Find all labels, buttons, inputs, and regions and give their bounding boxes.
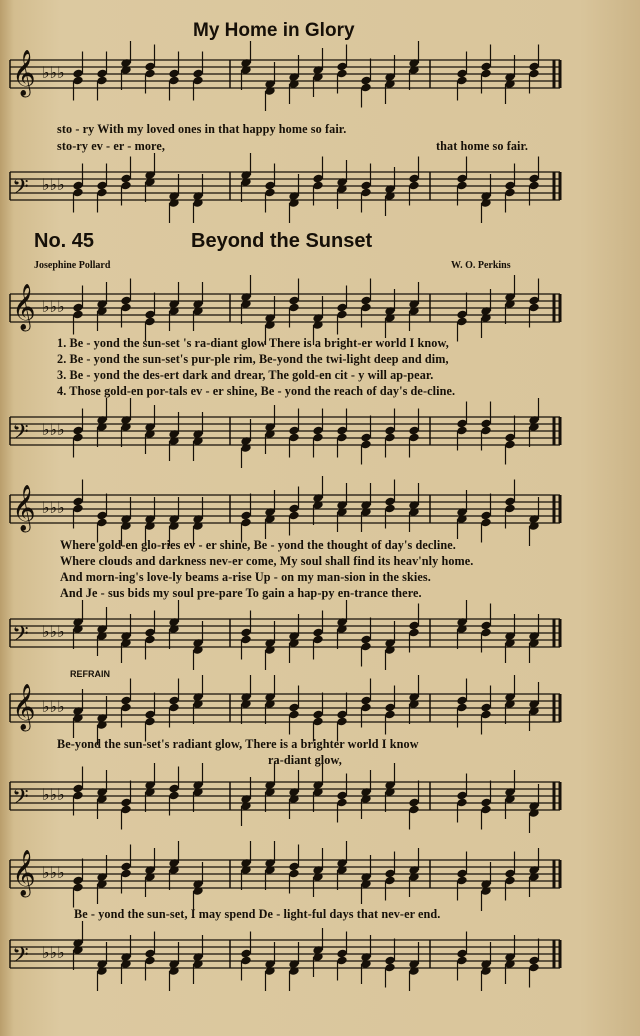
refrain-label: REFRAIN <box>70 669 110 679</box>
refrain-line-1: Be-yond the sun-set's radiant glow, There is a brighter world I know <box>57 737 419 751</box>
hymn-title: Beyond the Sunset <box>191 230 373 252</box>
prev-hymn-title: My Home in Glory <box>193 20 355 41</box>
staff-treble <box>0 48 600 108</box>
bass-clef: 𝄢 <box>12 622 29 652</box>
verse-3-line-2: And morn-ing's love-ly beams a-rise Up - on my man-sion in the skies. <box>60 570 431 584</box>
staff-lines <box>10 940 560 968</box>
treble-clef: 𝄞 <box>12 50 36 96</box>
staff-treble <box>0 848 600 908</box>
words-credit: Josephine Pollard <box>34 260 111 271</box>
staff-bass <box>0 928 600 988</box>
refrain-echo: ra-diant glow, <box>268 753 342 767</box>
bass-clef: 𝄢 <box>12 785 29 815</box>
key-signature: ♭♭♭ <box>42 785 65 804</box>
staff-bass <box>0 160 600 220</box>
verse-1-line-1: 1. Be - yond the sun-set 's ra-diant glow There is a bright-er world I know, <box>57 336 449 350</box>
staff-treble <box>0 282 600 342</box>
staff-lines <box>10 495 560 523</box>
bass-clef: 𝄢 <box>12 175 29 205</box>
key-signature: ♭♭♭ <box>42 498 65 517</box>
staff-bass <box>0 405 600 465</box>
key-signature: ♭♭♭ <box>42 297 65 316</box>
staff-lines <box>10 294 560 322</box>
staff-bass <box>0 607 600 667</box>
treble-clef: 𝄞 <box>12 850 36 896</box>
key-signature: ♭♭♭ <box>42 697 65 716</box>
key-signature: ♭♭♭ <box>42 943 65 962</box>
staff-lines <box>10 860 560 888</box>
verse-4-line-2: And Je - sus bids my soul pre-pare To gain a hap-py en-trance there. <box>60 586 422 600</box>
staff-treble <box>0 483 600 543</box>
key-signature: ♭♭♭ <box>42 175 65 194</box>
key-signature: ♭♭♭ <box>42 622 65 641</box>
staff-lines <box>10 417 560 445</box>
bass-clef: 𝄢 <box>12 943 29 973</box>
staff-lines <box>10 619 560 647</box>
treble-clef: 𝄞 <box>12 485 36 531</box>
key-signature: ♭♭♭ <box>42 420 65 439</box>
staff-treble <box>0 682 600 742</box>
treble-clef: 𝄞 <box>12 284 36 330</box>
staff-lines <box>10 782 560 810</box>
staff-lines <box>10 694 560 722</box>
hymn-number: No. 45 <box>34 230 95 252</box>
key-signature: ♭♭♭ <box>42 863 65 882</box>
prev-lyric-line-1: sto - ry With my loved ones in that happy home so fair. <box>57 122 347 136</box>
music-credit: W. O. Perkins <box>451 260 511 271</box>
treble-clef: 𝄞 <box>12 684 36 730</box>
staff-bass <box>0 770 600 830</box>
key-signature: ♭♭♭ <box>42 63 65 82</box>
staff-lines <box>10 172 560 200</box>
verse-3-line-1: 3. Be - yond the des-ert dark and drear, The gold-en cit - y will ap-pear. <box>57 368 434 382</box>
verse-2-line-1: 2. Be - yond the sun-set's pur-ple rim, Be-yond the twi-light deep and dim, <box>57 352 449 366</box>
verse-1-line-2: Where gold-en glo-ries ev - er shine, Be - yond the thought of day's decline. <box>60 538 456 552</box>
verse-2-line-2: Where clouds and darkness nev-er come, My soul shall find its heav'nly home. <box>60 554 474 568</box>
bass-clef: 𝄢 <box>12 420 29 450</box>
prev-lyric-line-2: sto-ry ev - er - more, <box>57 139 166 153</box>
verse-4-line-1: 4. Those gold-en por-tals ev - er shine, Be - yond the reach of day's de-cline. <box>57 384 456 398</box>
staff-lines <box>10 60 560 88</box>
refrain-line-2: Be - yond the sun-set, I may spend De - light-ful days that nev-er end. <box>74 907 441 921</box>
prev-lyric-line-3: that home so fair. <box>436 139 529 153</box>
